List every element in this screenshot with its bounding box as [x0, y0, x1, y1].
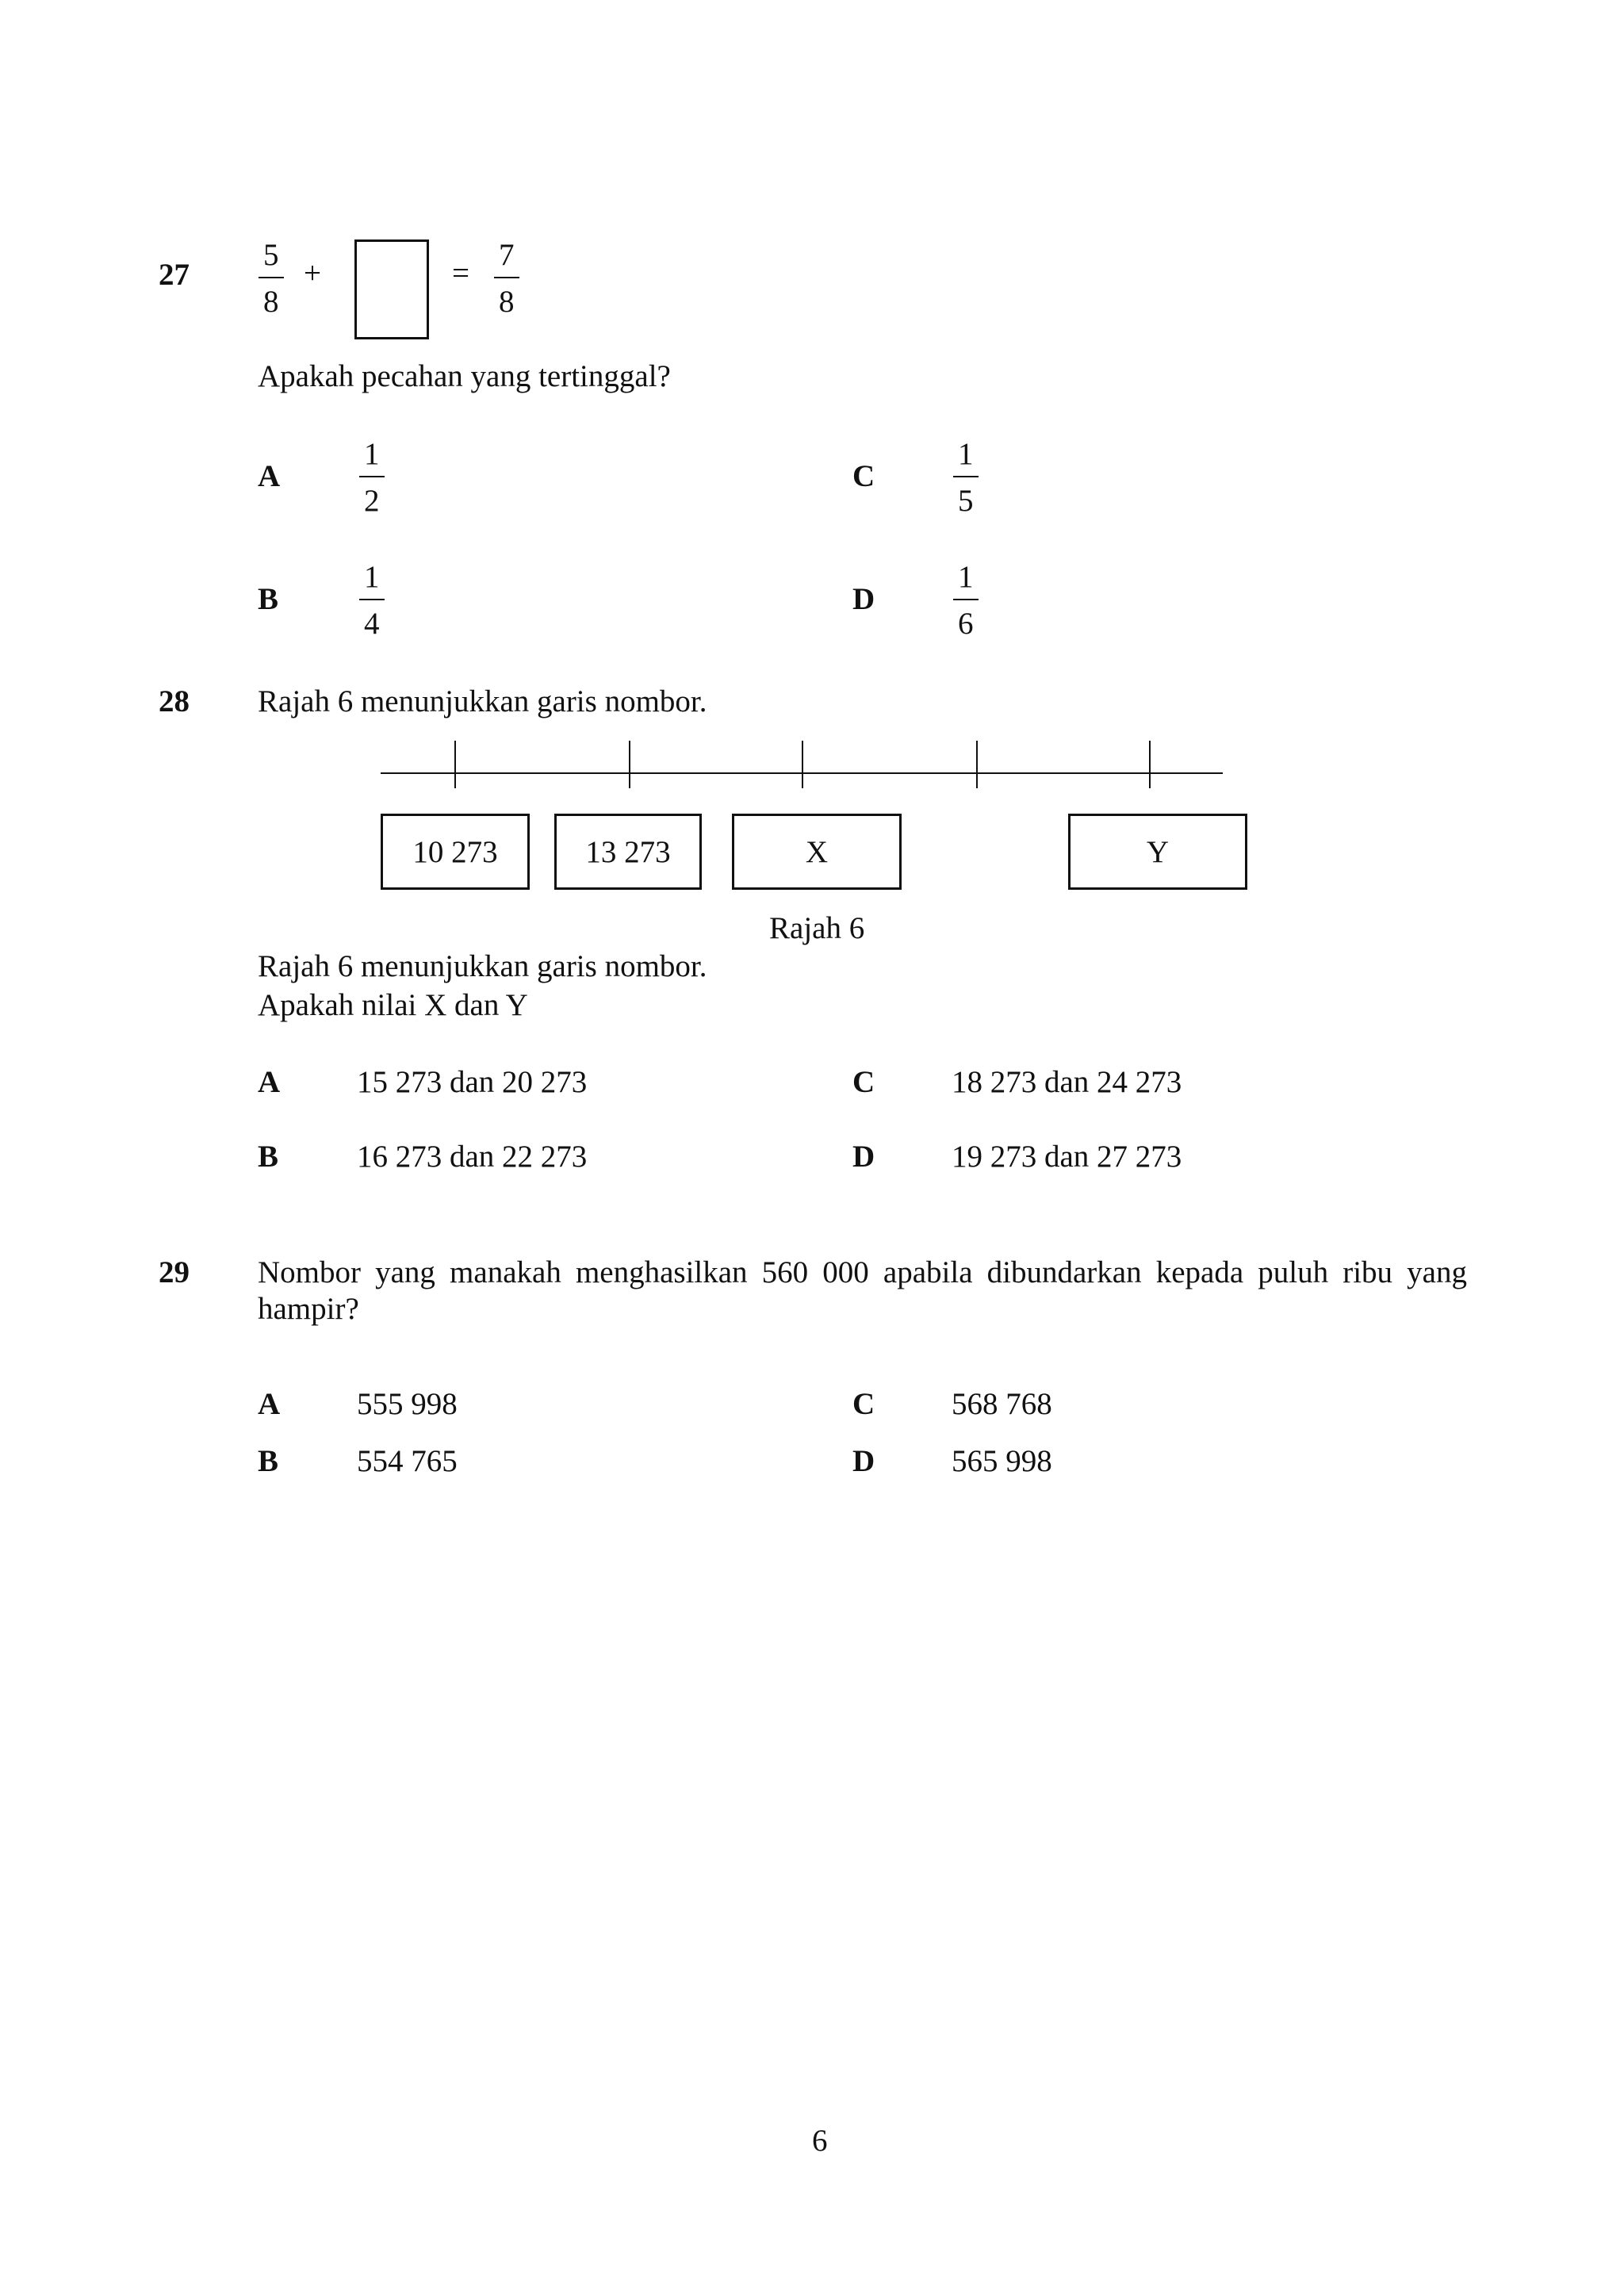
q27-left-denominator: 8 — [263, 285, 279, 319]
number-line-tick — [976, 741, 978, 788]
q28-option-c-letter: C — [852, 1065, 875, 1099]
q28-option-c-text: 18 273 dan 24 273 — [952, 1065, 1182, 1099]
q27-right-numerator: 7 — [494, 239, 519, 278]
q27-option-b-numerator: 1 — [359, 561, 385, 600]
q27-option-d-fraction — [953, 561, 979, 639]
q27-option-c-numerator: 1 — [953, 439, 979, 477]
number-line-tick — [1149, 741, 1151, 788]
number-line-diagram — [381, 738, 1223, 896]
q27-option-d-denominator: 6 — [958, 607, 974, 641]
q27-answer-blank — [354, 239, 429, 339]
question-29-number: 29 — [159, 1255, 190, 1289]
number-line-tick — [802, 741, 803, 788]
q28-option-b-text: 16 273 dan 22 273 — [357, 1140, 588, 1174]
q27-option-a-denominator: 2 — [364, 484, 380, 518]
q27-option-a-fraction — [359, 439, 385, 516]
q27-option-b-denominator: 4 — [364, 607, 380, 641]
q27-option-a-letter: A — [258, 459, 281, 493]
q28-text-line-1: Rajah 6 menunjukkan garis nombor. — [258, 949, 707, 983]
number-box-y: Y — [1068, 814, 1247, 890]
question-28-number: 28 — [159, 684, 190, 718]
q28-intro-text: Rajah 6 menunjukkan garis nombor. — [258, 684, 707, 718]
q29-option-c-text: 568 768 — [952, 1387, 1052, 1421]
question-27-number: 27 — [159, 258, 190, 292]
q27-plus-sign: + — [304, 256, 321, 290]
q27-left-numerator: 5 — [259, 239, 284, 278]
q28-text-line-2: Apakah nilai X dan Y — [258, 988, 528, 1022]
page-number: 6 — [812, 2124, 828, 2158]
q27-option-b-fraction — [359, 561, 385, 639]
q28-option-b-letter: B — [258, 1140, 279, 1174]
number-box-x: X — [732, 814, 902, 890]
q27-option-b-letter: B — [258, 582, 279, 616]
q27-option-d-numerator: 1 — [953, 561, 979, 600]
q29-option-a-text: 555 998 — [357, 1387, 458, 1421]
q28-option-a-letter: A — [258, 1065, 281, 1099]
number-box-1: 10 273 — [381, 814, 530, 890]
q27-option-c-letter: C — [852, 459, 875, 493]
q29-text-line-1: Nombor yang manakah menghasilkan 560 000 apabila dibundarkan kepada puluh ribu yang — [258, 1255, 1467, 1289]
q28-option-d-text: 19 273 dan 27 273 — [952, 1140, 1182, 1174]
q27-option-a-numerator: 1 — [359, 439, 385, 477]
q27-option-c-denominator: 5 — [958, 484, 974, 518]
q27-equals-sign: = — [452, 256, 469, 290]
q29-text-line-2: hampir? — [258, 1292, 359, 1326]
q29-option-a-letter: A — [258, 1387, 281, 1421]
q27-right-fraction — [494, 239, 519, 317]
q29-option-d-letter: D — [852, 1444, 875, 1478]
diagram-caption: Rajah 6 — [769, 911, 865, 945]
number-line-tick — [629, 741, 630, 788]
q27-left-fraction — [259, 239, 284, 317]
number-box-2: 13 273 — [554, 814, 702, 890]
number-line-tick — [454, 741, 456, 788]
q27-option-c-fraction — [953, 439, 979, 516]
q29-option-b-letter: B — [258, 1444, 279, 1478]
q28-option-a-text: 15 273 dan 20 273 — [357, 1065, 588, 1099]
q28-option-d-letter: D — [852, 1140, 875, 1174]
q27-question-text: Apakah pecahan yang tertinggal? — [258, 359, 671, 393]
q27-right-denominator: 8 — [499, 285, 515, 319]
q27-option-d-letter: D — [852, 582, 875, 616]
q29-option-b-text: 554 765 — [357, 1444, 458, 1478]
q29-option-d-text: 565 998 — [952, 1444, 1052, 1478]
q29-option-c-letter: C — [852, 1387, 875, 1421]
